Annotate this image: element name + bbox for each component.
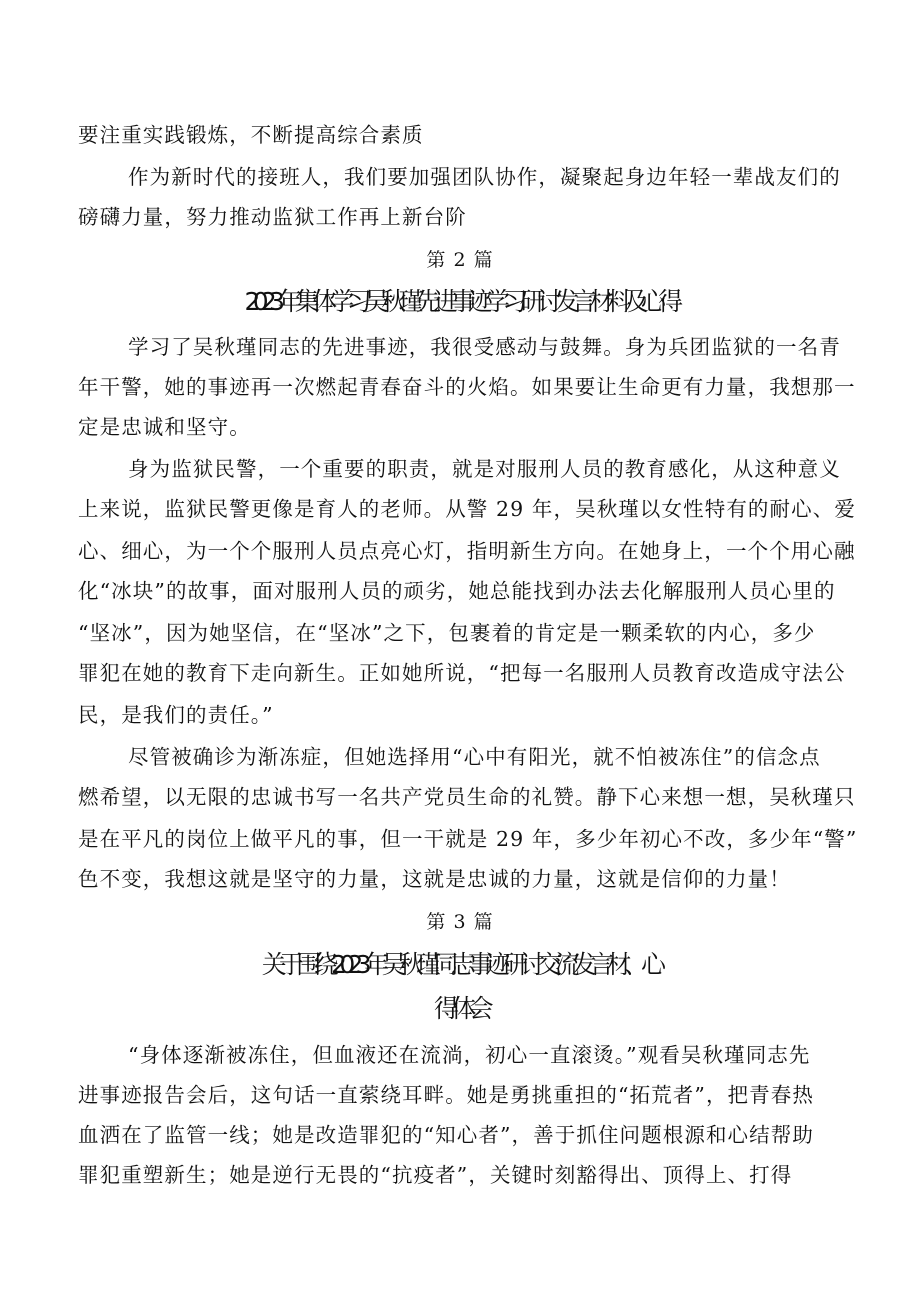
section-title-continued: 得体会 [434,994,486,1023]
body-line: 罪犯在她的教育下走向新生。正如她所说，“把每一名服刑人员教育改造成守法公 [78,661,846,685]
body-line: 尽管被确诊为渐冻症，但她选择用“心中有阳光，就不怕被冻住”的信念点 [128,745,821,769]
body-line: 身为监狱民警，一个重要的职责，就是对服刑人员的教育感化，从这种意义 [128,457,841,481]
body-line: 是在平凡的岗位上做平凡的事，但一干就是 29 年，多少年初心不改，多少年“警” [78,827,858,851]
body-line: 罪犯重塑新生；她是逆行无畏的“抗疫者”，关键时刻豁得出、顶得上、打得 [78,1163,793,1187]
body-line: 学习了吴秋瑾同志的先进事迹，我很受感动与鼓舞。身为兵团监狱的一名青 [128,335,841,359]
body-line: 上来说，监狱民警更像是育人的老师。从警 29 年，吴秋瑾以女性特有的耐心、爱 [78,497,856,521]
body-line: 作为新时代的接班人，我们要加强团队协作，凝聚起身边年轻一辈战友们的 [128,165,841,189]
body-line: “身体逐渐被冻住，但血液还在流淌，初心一直滚烫。”观看吴秋瑾同志先 [128,1043,811,1067]
body-line: 心、细心，为一个个服刑人员点亮心灯，指明新生方向。在她身上，一个个用心融 [78,539,856,563]
body-line: 化“冰块”的故事，面对服刑人员的顽劣，她总能找到办法去化解服刑人员心里的 [78,579,836,603]
section-title: 2023 年集体学习吴秋瑾先进事迹学习研讨发言材料及心得 [244,287,676,316]
body-line: 色不变，我想这就是坚守的力量，这就是忠诚的力量，这就是信仰的力量！ [78,867,791,891]
body-line: 血洒在了监管一线；她是改造罪犯的“知心者”，善于抓住问题根源和心结帮助 [78,1123,814,1147]
section-title: 关于围绕 2023 年吴秋瑾同志事迹研讨交流发言材、心 [261,950,659,979]
body-line: 要注重实践锻炼，不断提高综合素质 [78,123,424,147]
body-line: 燃希望，以无限的忠诚书写一名共产党员生命的礼赞。静下心来想一想，吴秋瑾只 [78,785,856,809]
section-number: 第 3 篇 [426,911,494,933]
body-line: 定是忠诚和坚守。 [78,415,251,439]
body-line: “坚冰”，因为她坚信，在“坚冰”之下，包裹着的肯定是一颗柔软的内心，多少 [78,621,816,645]
body-line: 年干警，她的事迹再一次燃起青春奋斗的火焰。如果要让生命更有力量，我想那一 [78,375,856,399]
section-number: 第 2 篇 [426,249,494,271]
body-line: 民，是我们的责任。” [78,703,274,727]
body-line: 磅礴力量，努力推动监狱工作再上新台阶 [78,205,467,229]
body-line: 进事迹报告会后，这句话一直萦绕耳畔。她是勇挑重担的“拓荒者”，把青春热 [78,1083,814,1107]
